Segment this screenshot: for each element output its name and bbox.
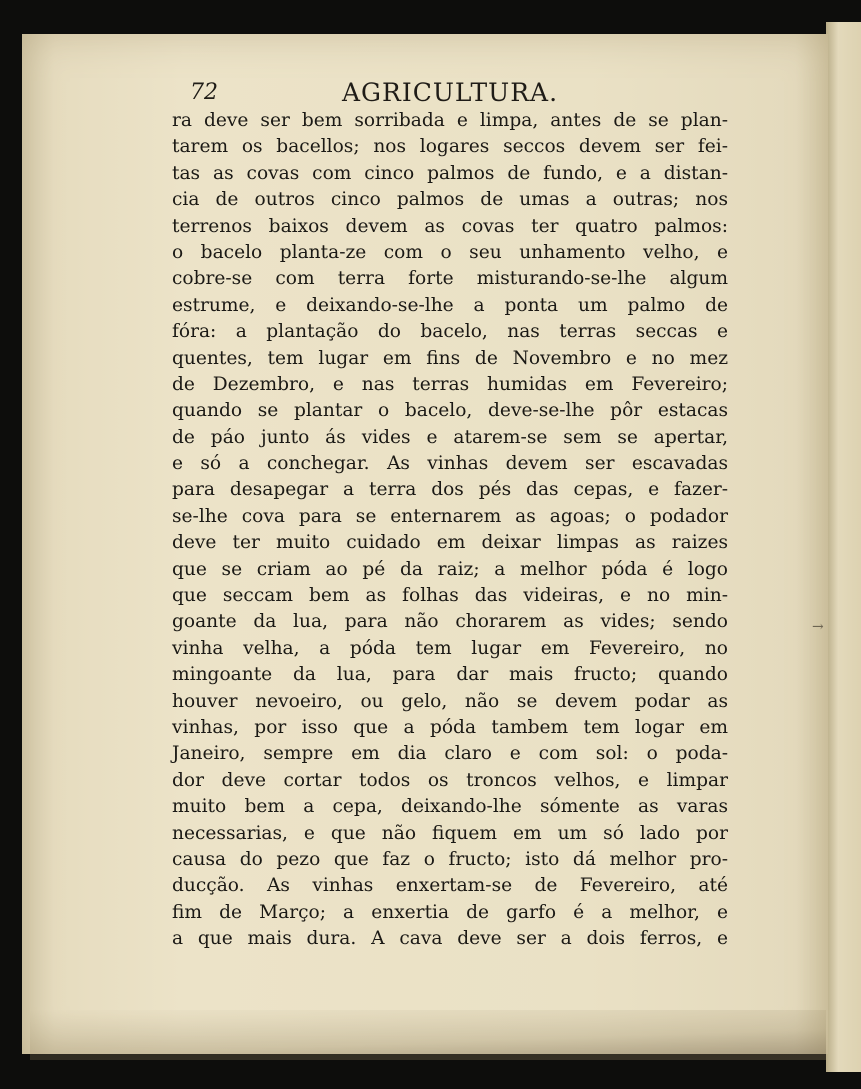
text-line: ra deve ser bem sorribada e limpa, antes de se plan- — [172, 110, 728, 131]
text-line: de páo junto ás vides e atarem-se sem se apertar, — [172, 426, 728, 448]
text-line: terrenos baixos devem as covas ter quatro palmos: — [172, 215, 728, 237]
text-line: necessarias, e que não fiquem em um só lado por — [172, 822, 728, 844]
text-line: Janeiro, sempre em dia claro e com sol: o poda- — [172, 743, 728, 765]
text-line: a que mais dura. A cava deve ser a dois ferros, e — [172, 928, 728, 950]
text-line: se-lhe cova para se enternarem as agoas; o podador — [172, 505, 728, 527]
page-header — [190, 78, 790, 108]
page-number: 72 — [190, 80, 218, 105]
text-line: cobre-se com terra forte misturando-se-lhe algum — [172, 268, 728, 290]
text-line: muito bem a cepa, deixando-lhe sómente as varas — [172, 796, 728, 818]
page-edge-fold-mark: → — [812, 619, 824, 635]
text-line: vinha velha, a póda tem lugar em Fevereiro, no — [172, 637, 728, 659]
text-line: causa do pezo que faz o fructo; isto dá melhor pro- — [172, 848, 728, 870]
text-line: fim de Março; a enxertia de garfo é a melhor, e — [172, 901, 728, 923]
text-line: goante da lua, para não chorarem as vides; sendo — [172, 611, 728, 633]
text-line: fóra: a plantação do bacelo, nas terras seccas e — [172, 321, 728, 343]
text-line: vinhas, por isso que a póda tambem tem logar em — [172, 716, 728, 738]
text-line: tarem os bacellos; nos logares seccos devem ser fei- — [172, 136, 728, 158]
text-line: cia de outros cinco palmos de umas a outras; nos — [172, 189, 728, 211]
text-line: mingoante da lua, para dar mais fructo; quando — [172, 664, 728, 686]
text-line: para desapegar a terra dos pés das cepas, e fazer- — [172, 479, 728, 501]
text-line: quentes, tem lugar em fins de Novembro e no mez — [172, 347, 728, 369]
running-head: AGRICULTURA. — [342, 78, 559, 107]
text-line: tas as covas com cinco palmos de fundo, e a distan- — [172, 162, 728, 184]
text-line: dor deve cortar todos os troncos velhos, e limpar — [172, 769, 728, 791]
text-line: que seccam bem as folhas das videiras, e no min- — [172, 585, 728, 607]
text-line: e só a conchegar. As vinhas devem ser escavadas — [172, 453, 728, 475]
page-bottom-curl — [30, 1010, 826, 1060]
text-line: deve ter muito cuidado em deixar limpas as raizes — [172, 532, 728, 554]
text-line: houver nevoeiro, ou gelo, não se devem podar as — [172, 690, 728, 712]
text-line: o bacelo planta-ze com o seu unhamento velho, e — [172, 241, 728, 263]
body-text — [172, 108, 728, 953]
next-page-edge — [826, 22, 861, 1072]
text-line: quando se plantar o bacelo, deve-se-lhe pôr estacas — [172, 400, 728, 422]
text-line: ducção. As vinhas enxertam-se de Fevereiro, até — [172, 875, 728, 897]
text-line: de Dezembro, e nas terras humidas em Fevereiro; — [172, 373, 728, 395]
text-line: que se criam ao pé da raiz; a melhor póda é logo — [172, 558, 728, 580]
text-line: estrume, e deixando-se-lhe a ponta um palmo de — [172, 294, 728, 316]
